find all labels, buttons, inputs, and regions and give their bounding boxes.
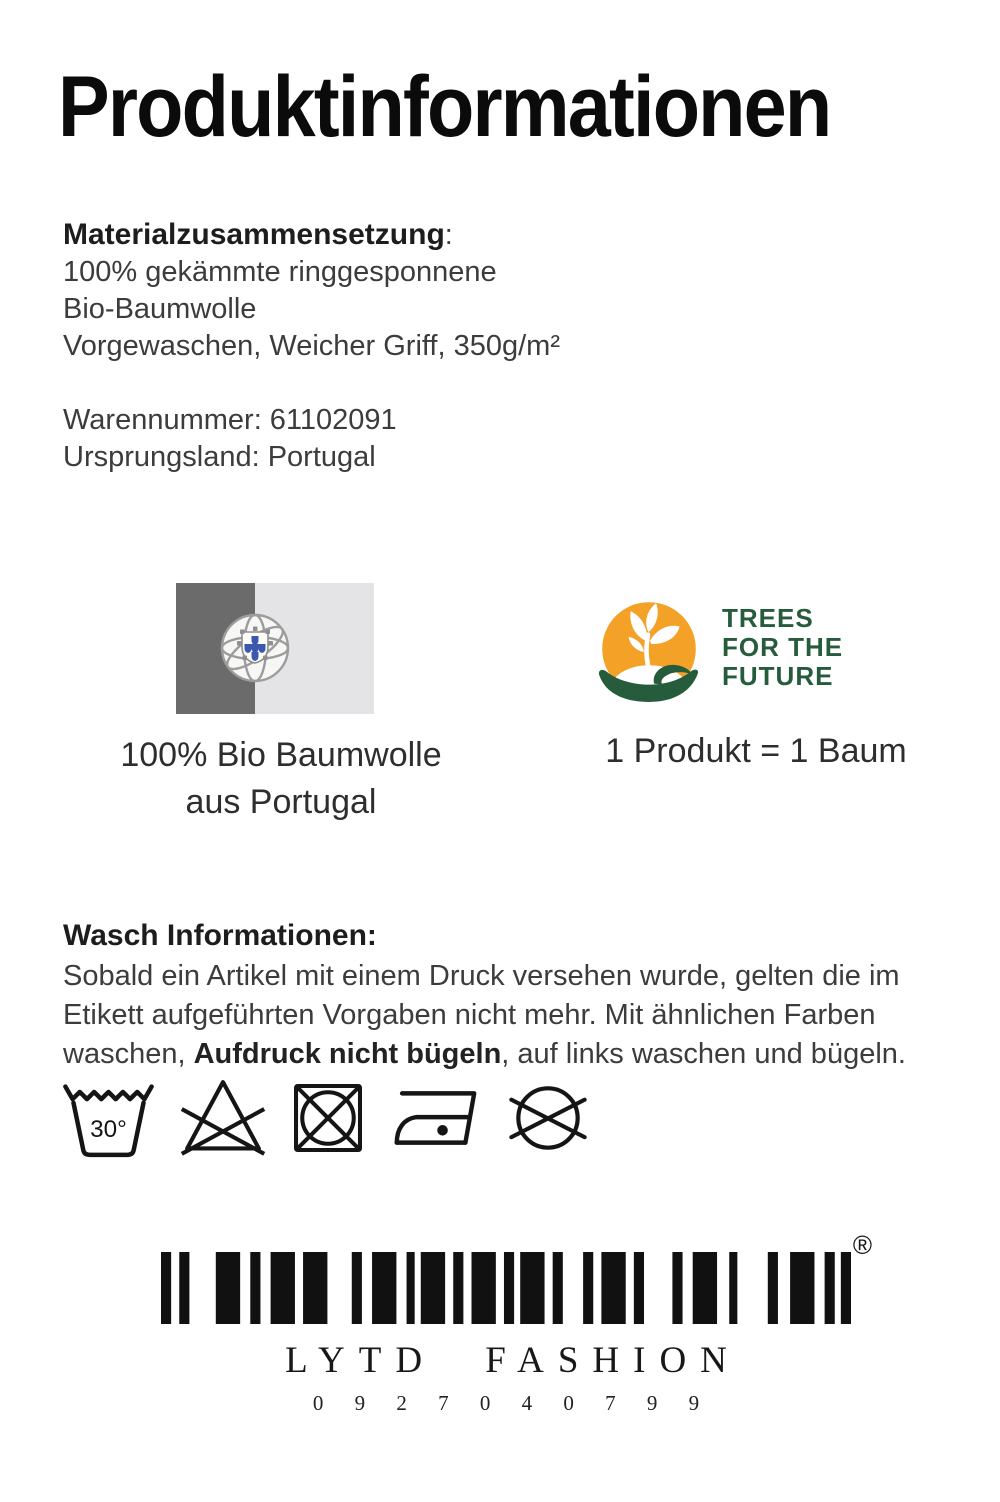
do-not-tumble-dry-icon (289, 1079, 367, 1157)
wash-heading: Wasch Informationen: (63, 919, 377, 952)
wash-line: waschen, Aufdruck nicht bügeln, auf links waschen und bügeln. (63, 1038, 906, 1070)
tree-caption: 1 Produkt = 1 Baum (605, 732, 907, 770)
registered-trademark: ® (852, 1230, 872, 1260)
page-title: Produktinformationen (58, 59, 831, 155)
material-heading: Materialzusammensetzung: (63, 218, 453, 251)
material-line: 100% gekämmte ringgesponnene (63, 256, 497, 288)
wash-info-section (63, 916, 906, 1074)
origin-line: Ursprungsland: Portugal (63, 441, 376, 473)
item-number-line: Warennummer: 61102091 (63, 404, 397, 436)
product-id-block (63, 402, 560, 476)
flag-caption: 100% Bio Baumwolle aus Portugal (120, 736, 442, 821)
barcode-image (161, 1252, 851, 1324)
iron-low-icon (388, 1077, 483, 1159)
wash-line: Sobald ein Artikel mit einem Druck versehen wurde, gelten die im (63, 960, 900, 992)
material-section (63, 216, 560, 476)
portugal-flag-icon (176, 583, 374, 719)
material-line: Bio-Baumwolle (63, 293, 257, 325)
wash-line: Etikett aufgeführten Vorgaben nicht mehr. Mit ähnlichen Farben (63, 999, 876, 1031)
do-not-bleach-icon (178, 1075, 268, 1161)
trees-for-the-future-icon (592, 598, 706, 709)
brand-wordmark: LYTD FASHION (285, 1340, 741, 1381)
material-line: Vorgewaschen, Weicher Griff, 350g/m² (63, 330, 560, 362)
care-symbols-row (60, 1074, 592, 1162)
svg-text:30°: 30° (90, 1115, 127, 1143)
do-not-dry-clean-icon (504, 1077, 592, 1159)
trees-for-the-future-wordmark: TREES FOR THE FUTURE (722, 603, 844, 691)
barcode-number: 0 9 2 7 0 4 0 7 9 9 (312, 1391, 713, 1415)
wash-30-icon (60, 1074, 157, 1162)
barcode-block (150, 1230, 872, 1416)
